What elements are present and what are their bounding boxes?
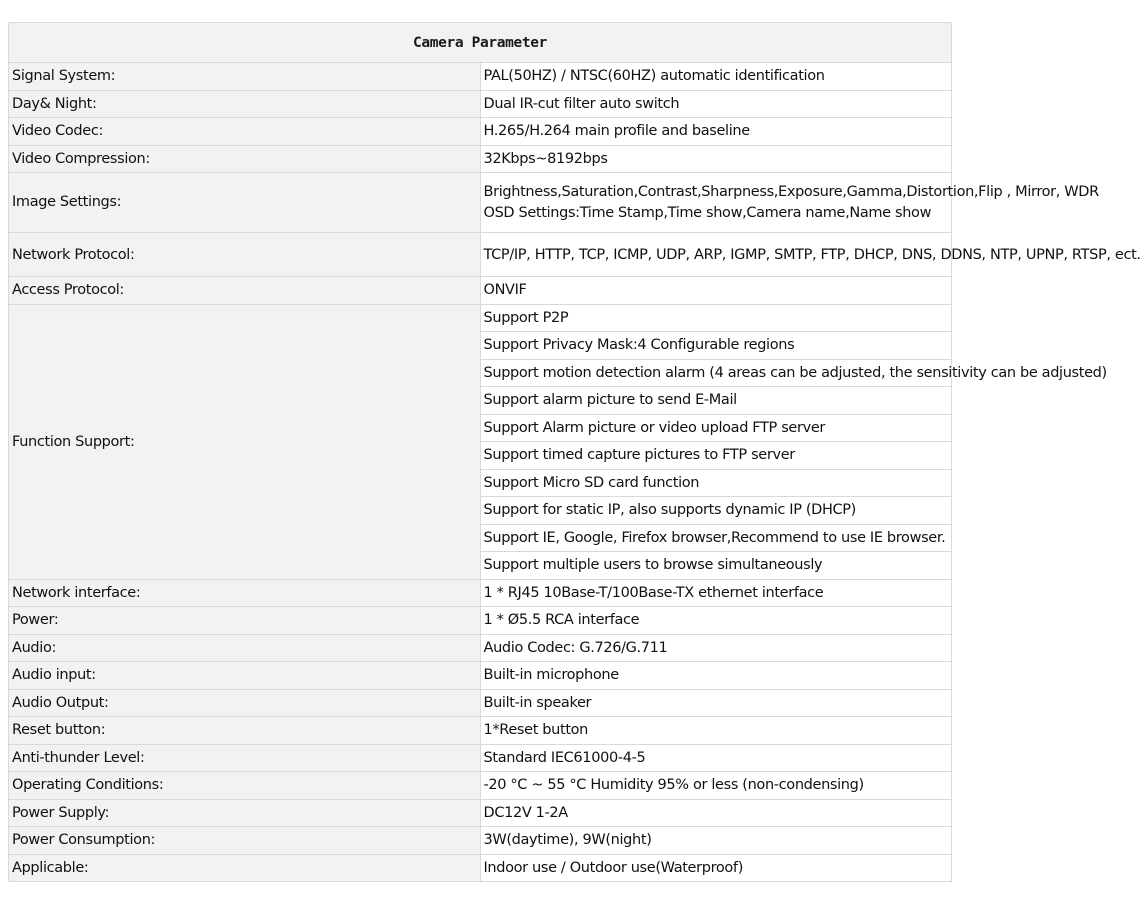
function-item: Support alarm picture to send E-Mail [480,387,952,415]
table-row [9,717,952,745]
table-row [9,634,952,662]
table-row [9,579,952,607]
row-value: DC12V 1-2A [480,799,952,827]
osd-settings-line: OSD Settings:Time Stamp,Time show,Camera name,Name show [483,204,932,221]
row-label: Access Protocol: [9,277,481,305]
table-row [9,145,952,173]
row-label: Anti-thunder Level: [9,744,481,772]
table-row [9,662,952,690]
row-value: Audio Codec: G.726/G.711 [480,634,952,662]
table-row [9,118,952,146]
function-item: Support motion detection alarm (4 areas can be adjusted, the sensitivity can be adjusted) [480,359,952,387]
row-value: PAL(50HZ) / NTSC(60HZ) automatic identification [480,63,952,91]
row-label: Operating Conditions: [9,772,481,800]
row-value: Built-in microphone [480,662,952,690]
function-item: Support for static IP, also supports dynamic IP (DHCP) [480,497,952,525]
row-value: Built-in speaker [480,689,952,717]
camera-parameter-table [8,22,1141,882]
function-item: Support Micro SD card function [480,469,952,497]
function-item: Support P2P [480,304,952,332]
row-value: H.265/H.264 main profile and baseline [480,118,952,146]
row-label: Signal System: [9,63,481,91]
row-label: Image Settings: [9,173,481,233]
row-label: Video Compression: [9,145,481,173]
function-item: Support multiple users to browse simultaneously [480,552,952,580]
table-row [9,90,952,118]
row-label: Day& Night: [9,90,481,118]
image-settings-row [9,173,952,233]
row-label: Applicable: [9,854,481,882]
network-protocol-row [9,233,952,277]
row-label: Network Protocol: [9,233,481,277]
image-settings-line: Brightness,Saturation,Contrast,Sharpness,Exposure,Gamma,Distortion,Flip , Mirror, WDR [483,183,1099,200]
table-row [9,772,952,800]
function-item: Support Privacy Mask:4 Configurable regions [480,332,952,360]
table-title: Camera Parameter [9,23,952,63]
row-label: Video Codec: [9,118,481,146]
function-item: Support Alarm picture or video upload FTP server [480,414,952,442]
row-value: 1 * Ø5.5 RCA interface [480,607,952,635]
row-label: Network interface: [9,579,481,607]
row-value [480,173,1099,233]
row-value: -20 °C ~ 55 °C Humidity 95% or less (non-condensing) [480,772,952,800]
row-label: Power: [9,607,481,635]
table-row [9,744,952,772]
row-value: TCP/IP, HTTP, TCP, ICMP, UDP, ARP, IGMP, SMTP, FTP, DHCP, DNS, DDNS, NTP, UPNP, RTSP, ect. [480,233,952,277]
title-row [9,23,952,63]
function-support-row [9,304,952,332]
row-value: ONVIF [480,277,952,305]
row-value: 1*Reset button [480,717,952,745]
row-label: Audio: [9,634,481,662]
access-protocol-row [9,277,952,305]
table-row [9,799,952,827]
row-value: Indoor use / Outdoor use(Waterproof) [480,854,952,882]
function-item: Support timed capture pictures to FTP server [480,442,952,470]
row-value: Dual IR-cut filter auto switch [480,90,952,118]
table-row [9,827,952,855]
row-value: 32Kbps~8192bps [480,145,952,173]
row-label: Audio input: [9,662,481,690]
row-value: 1 * RJ45 10Base-T/100Base-TX ethernet interface [480,579,952,607]
row-label: Power Supply: [9,799,481,827]
table-row [9,689,952,717]
row-value: 3W(daytime), 9W(night) [480,827,952,855]
table-row [9,63,952,91]
table-row [9,607,952,635]
table-row [9,854,952,882]
row-label: Reset button: [9,717,481,745]
row-value: Standard IEC61000-4-5 [480,744,952,772]
row-label: Power Consumption: [9,827,481,855]
row-label: Function Support: [9,304,481,579]
row-label: Audio Output: [9,689,481,717]
function-item: Support IE, Google, Firefox browser,Recommend to use IE browser. [480,524,952,552]
